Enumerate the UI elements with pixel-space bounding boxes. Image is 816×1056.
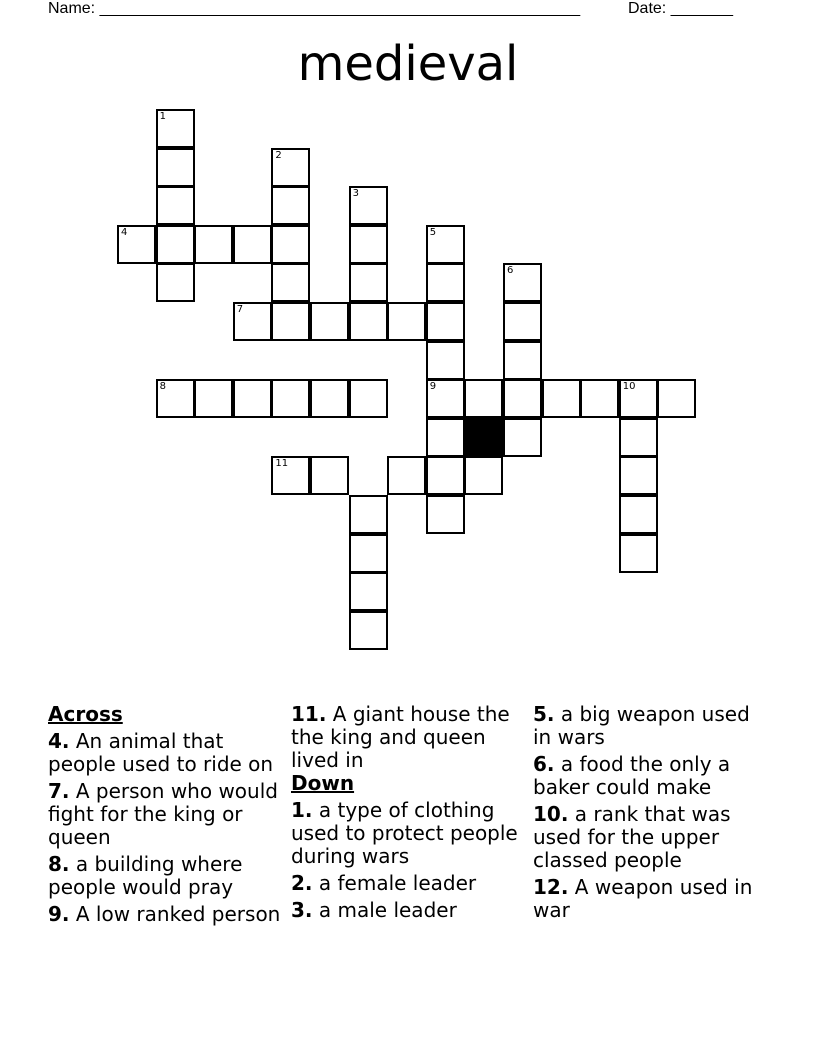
crossword-cell[interactable] [426, 341, 465, 380]
crossword-cell[interactable] [619, 379, 658, 418]
crossword-cell[interactable] [349, 302, 388, 341]
crossword-cell[interactable] [233, 302, 272, 341]
crossword-cell[interactable] [426, 225, 465, 264]
crossword-cell[interactable] [464, 379, 503, 418]
clue-number: 5 [429, 226, 437, 238]
crossword-cell[interactable] [387, 456, 426, 495]
name-field-label: Name: ______________________________________________________ [48, 0, 581, 17]
crossword-cell[interactable] [464, 456, 503, 495]
clue-down-1: 1. a type of clothing used to protect people during wars [291, 798, 518, 868]
crossword-cell[interactable] [426, 456, 465, 495]
crossword-cell[interactable] [503, 379, 542, 418]
clue-across-9: 9. A low ranked person [48, 902, 281, 926]
clue-number: 6 [507, 265, 514, 277]
crossword-cell[interactable] [156, 148, 195, 187]
clue-number: 4 [121, 226, 128, 238]
crossword-cell[interactable] [194, 225, 233, 264]
crossword-cell[interactable] [349, 611, 388, 650]
crossword-cell[interactable] [271, 225, 310, 264]
crossword-cell[interactable] [233, 379, 272, 418]
crossword-cell[interactable] [349, 186, 388, 225]
crossword-cell[interactable] [426, 418, 465, 457]
crossword-cell[interactable] [619, 418, 658, 457]
crossword-cell[interactable] [156, 186, 195, 225]
clue-down-2: 2. a female leader [291, 871, 477, 895]
crossword-cell[interactable] [349, 225, 388, 264]
crossword-cell[interactable] [310, 456, 349, 495]
crossword-cell[interactable] [503, 302, 542, 341]
crossword-cell[interactable] [194, 379, 233, 418]
crossword-cell[interactable] [426, 379, 465, 418]
crossword-cell[interactable] [542, 379, 581, 418]
crossword-cell[interactable] [619, 456, 658, 495]
crossword-cell[interactable] [503, 263, 542, 302]
crossword-cell[interactable] [349, 495, 388, 534]
crossword-cell[interactable] [503, 341, 542, 380]
crossword-cell[interactable] [271, 186, 310, 225]
crossword-cell[interactable] [117, 225, 156, 264]
crossword-cell[interactable] [657, 379, 696, 418]
clues-column-3 [533, 703, 769, 922]
crossword-cell[interactable] [156, 379, 195, 418]
crossword-cell[interactable] [349, 379, 388, 418]
clues-column-2 [291, 703, 527, 922]
crossword-cell[interactable] [619, 534, 658, 573]
clue-number: 11 [275, 458, 289, 470]
clue-across-4: 4. An animal that people used to ride on [48, 729, 274, 776]
clue-number: 1 [159, 111, 166, 122]
crossword-cell[interactable] [349, 263, 388, 302]
crossword-cell[interactable] [271, 263, 310, 302]
crossword-cell[interactable] [271, 302, 310, 341]
clue-number: 3 [352, 188, 359, 200]
clue-number: 2 [275, 149, 282, 161]
crossword-cell[interactable] [271, 379, 310, 418]
crossword-cell[interactable] [310, 379, 349, 418]
crossword-cell[interactable] [156, 225, 195, 264]
crossword-cell[interactable] [271, 148, 310, 187]
clue-down-6: 6. a food the only a baker could make [533, 752, 731, 799]
crossword-cell[interactable] [233, 225, 272, 264]
crossword-cell[interactable] [503, 418, 542, 457]
crossword-cell[interactable] [426, 263, 465, 302]
clue-down-10: 10. a rank that was used for the upper classed people [533, 802, 731, 872]
crossword-cell[interactable] [156, 263, 195, 302]
crossword-cell[interactable] [156, 109, 195, 148]
clue-number: 9 [429, 381, 437, 393]
crossword-cell[interactable] [310, 302, 349, 341]
page-title: medieval [297, 36, 519, 92]
crossword-cell[interactable] [349, 572, 388, 611]
crossword-cell[interactable] [426, 302, 465, 341]
crossword-black-cell [464, 418, 503, 457]
crossword-cell[interactable] [580, 379, 619, 418]
date-field-label: Date: _______ [628, 0, 733, 17]
crossword-cell[interactable] [426, 495, 465, 534]
clue-across-11: 11. A giant house the the king and queen lived in [291, 702, 510, 772]
clue-across-8: 8. a building where people would pray [48, 852, 243, 899]
clue-down-3: 3. a male leader [291, 898, 457, 922]
crossword-cell[interactable] [387, 302, 426, 341]
clue-number: 10 [622, 381, 636, 393]
clue-down-5: 5. a big weapon used in wars [533, 702, 750, 749]
clues-column-1 [48, 703, 284, 926]
clue-number: 8 [159, 381, 166, 393]
crossword-cell[interactable] [619, 495, 658, 534]
crossword-cell[interactable] [349, 534, 388, 573]
clue-across-7: 7. A person who would fight for the king or queen [48, 779, 278, 849]
crossword-cell[interactable] [271, 456, 310, 495]
across-heading: Across [48, 702, 123, 726]
down-heading: Down [291, 771, 355, 795]
clue-down-12: 12. A weapon used in war [533, 875, 753, 922]
clue-number: 7 [236, 304, 244, 315]
